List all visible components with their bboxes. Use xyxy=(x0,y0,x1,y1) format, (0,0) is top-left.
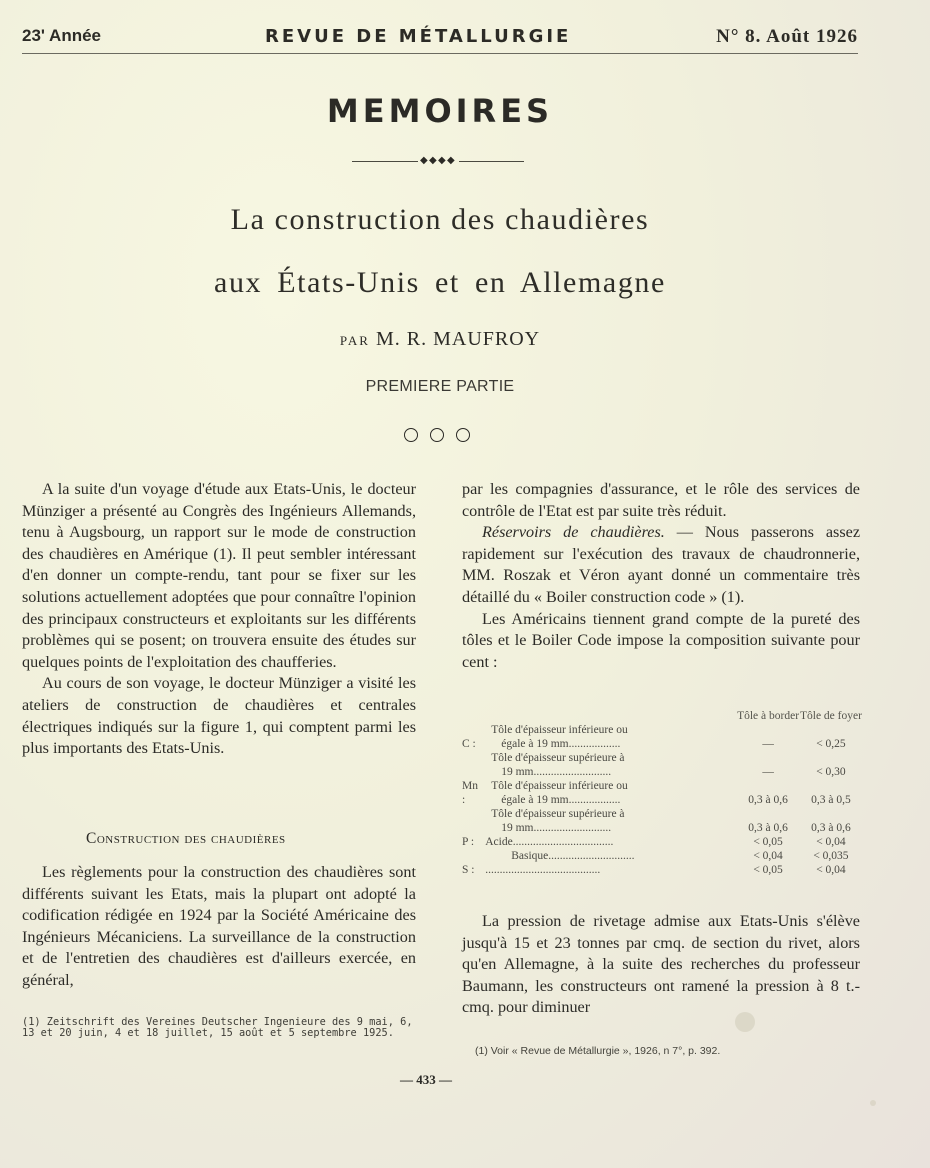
label-line: égale à 19 mm.................. xyxy=(501,738,621,750)
table-row xyxy=(462,723,862,751)
header-journal: REVUE DE MÉTALLURGIE xyxy=(265,26,572,47)
byline-author: M. R. MAUFROY xyxy=(375,328,541,350)
paragraph xyxy=(462,522,860,608)
header-volume: 23' Année xyxy=(22,26,101,45)
paragraph: A la suite d'un voyage d'étude aux Etats-Unis, le docteur Münziger a présenté au Congrès des Ingénieurs Allemands, tenu à Augsbourg, un rapport sur le mode de construction des chaudières en Amérique (1). Il peut sembler intéressant d'en donner un compte-rendu, tant pour se fixer sur les solutions actuellement adoptées que pour connaître l'opinion des principaux constructeurs et exploitants sur les différents problèmes qui se posent; on trouvera ensuite des études sur quelques points de l'exploitation des chaufferies. xyxy=(22,480,416,671)
value-cell: — xyxy=(762,766,774,778)
label-line: 19 mm........................... xyxy=(501,766,612,778)
label-cell xyxy=(479,751,736,779)
paragraph: par les compagnies d'assurance, et le rôle des services de contrôle de l'Etat est par suite très réduit. xyxy=(462,480,860,520)
label-line: égale à 19 mm.................. xyxy=(501,794,621,806)
footnote-right: (1) Voir « Revue de Métallurgie », 1926, n 7°, p. 392. xyxy=(475,1045,721,1057)
paragraph: Les règlements pour la construction des chaudières sont différents suivant les Etats, mais la plupart ont adopté la codification rédigée en 1924 par la Société Américaine des Ingénieurs Mécaniciens. La surveillance de la construction et de l'entretien des chaudières est d'ailleurs exercée, en général, xyxy=(22,863,416,989)
element-cell: S : xyxy=(462,864,475,876)
ornament-divider: ◆ ◆ ◆ ◆ xyxy=(352,153,524,169)
article-title-line2: aux États-Unis et en Allemagne xyxy=(214,266,666,299)
table-row xyxy=(462,863,862,877)
element-cell xyxy=(462,849,479,863)
label-line: ........................................ xyxy=(485,864,601,876)
italic-heading: Réservoirs de chaudières. xyxy=(482,523,665,542)
column-header: Tôle à border xyxy=(737,710,800,722)
table-row xyxy=(462,835,862,849)
value-cell: < 0,04 xyxy=(753,850,783,862)
page-number: — 433 — xyxy=(400,1072,452,1087)
label-cell xyxy=(479,723,736,751)
label-cell xyxy=(479,807,736,835)
element-cell xyxy=(462,807,479,835)
element-cell xyxy=(462,751,479,779)
part-label: PREMIERE PARTIE xyxy=(365,378,515,395)
value-cell: < 0,05 xyxy=(753,864,783,876)
label-cell xyxy=(479,863,736,877)
table-row xyxy=(462,849,862,863)
left-column-continued xyxy=(22,862,416,992)
byline xyxy=(0,328,880,351)
value-cell: < 0,30 xyxy=(816,766,846,778)
table-row xyxy=(462,779,862,807)
label-line: Tôle d'épaisseur inférieure ou xyxy=(491,780,628,792)
value-cell: < 0,25 xyxy=(816,738,846,750)
value-cell: 0,3 à 0,6 xyxy=(811,822,851,834)
header-rule xyxy=(22,53,858,54)
element-cell: Mn : xyxy=(462,780,478,806)
value-cell: 0,3 à 0,5 xyxy=(811,794,851,806)
composition-table xyxy=(462,709,862,877)
byline-par: PAR xyxy=(339,333,370,348)
footnote-left: (1) Zeitschrift des Vereines Deutscher Ingenieure des 9 mai, 6, 13 et 20 juin, 4 et 18 juillet, 15 août et 5 septembre 1925. xyxy=(22,1016,413,1039)
label-cell xyxy=(479,779,736,807)
value-cell: < 0,04 xyxy=(816,864,846,876)
label-line: Tôle d'épaisseur supérieure à xyxy=(491,752,625,764)
right-column xyxy=(462,479,860,673)
value-cell: < 0,05 xyxy=(753,836,783,848)
value-cell: 0,3 à 0,6 xyxy=(748,822,788,834)
element-cell: C : xyxy=(462,738,476,750)
article-title-line1: La construction des chaudières xyxy=(230,203,650,236)
circles-ornament xyxy=(404,428,474,444)
left-column xyxy=(22,479,416,760)
label-line: Tôle d'épaisseur supérieure à xyxy=(491,808,625,820)
value-cell: < 0,04 xyxy=(816,836,846,848)
stain xyxy=(870,1100,876,1106)
header-issue: N° 8. Août 1926 xyxy=(716,26,858,47)
table-row xyxy=(462,751,862,779)
paragraph: Les Américains tiennent grand compte de la pureté des tôles et le Boiler Code impose la composition suivante pour cent : xyxy=(462,609,860,671)
subsection-heading: Construction des chaudières xyxy=(86,830,286,847)
table-row xyxy=(462,807,862,835)
label-cell xyxy=(479,835,736,849)
value-cell: < 0,035 xyxy=(813,850,849,862)
value-cell: 0,3 à 0,6 xyxy=(748,794,788,806)
paragraph-text: — Nous passerons assez rapidement sur l'exécution des travaux de chaudronnerie, MM. Roszak et Véron ayant donné un commentaire très détaillé du « Boiler construction code » (1). xyxy=(462,523,860,606)
paragraph: La pression de rivetage admise aux Etats-Unis s'élève jusqu'à 15 et 23 tonnes par cmq. de section du rivet, alors qu'en Allemagne, à la suite des recherches du professeur Baumann, les constructeurs ont ramené la pression à 8 t.-cmq. pour diminuer xyxy=(462,912,860,1017)
label-cell xyxy=(479,849,736,863)
label-line: Tôle d'épaisseur inférieure ou xyxy=(491,724,628,736)
label-line: Basique.............................. xyxy=(511,850,635,862)
section-title: MEMOIRES xyxy=(326,92,554,130)
label-line: 19 mm........................... xyxy=(501,822,612,834)
column-header: Tôle de foyer xyxy=(799,710,862,722)
label-line: Acide................................... xyxy=(485,836,614,848)
paragraph: Au cours de son voyage, le docteur Münziger a visité les ateliers de construction de chaudières et centrales électriques indiqués sur la figure 1, qui comptent parmi les plus importants des Etats-Unis. xyxy=(22,674,416,758)
right-column-continued xyxy=(462,911,860,1019)
value-cell: — xyxy=(762,738,774,750)
element-cell: P : xyxy=(462,836,475,848)
